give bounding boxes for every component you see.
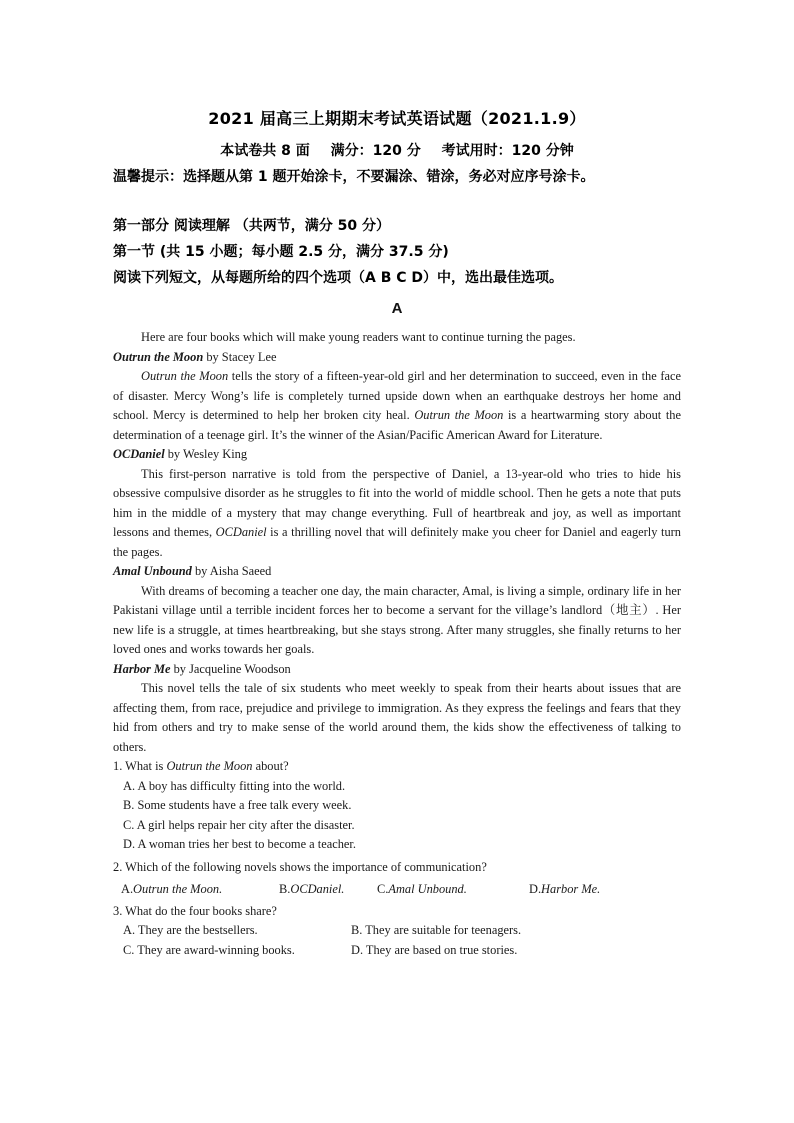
option-a[interactable]: A. A boy has difficulty fitting into the world.: [123, 778, 346, 793]
option-text: OCDaniel.: [290, 882, 345, 896]
warm-tip: 温馨提示：选择题从第 1 题开始涂卡，不要漏涂、错涂，务必对应序号涂卡。: [113, 169, 595, 185]
text-part: With dreams of becoming a teacher one day, the main character, Amal, is living a simple, ordinary life in her Pakistani village until a terrible incident forces her to become a servant for the village’s landlord（地主）. Her new life is a struggle, at times heartbreaking, but she stays strong. After many struggles, she finally returns to her loved ones and works towards her goals.: [113, 583, 681, 656]
option-label: C.: [377, 882, 389, 896]
option-d[interactable]: D. They are based on true stories.: [351, 942, 518, 957]
option-c[interactable]: [377, 880, 529, 900]
book-author: by Stacey Lee: [203, 349, 277, 364]
text-part: This first-person narrative is told from the perspective of Daniel, a 13-year-old who tries to hide his obsessive compulsive disorder as he struggles to fit into the world of middle school. Then he gets a note that puts him in the middle of a mystery that may change everything. Full of heartbreak and joy, as well as important lessons and themes,: [113, 466, 681, 539]
text-part: tells the story of a fifteen-year-old girl and her determination to succeed, even in the face of disaster. Mercy Wong’s life is completely turned upside down when an earthquake destroys her home and school. Mercy is determined to help her broken city heal.: [113, 369, 681, 422]
stem-text: about?: [252, 759, 289, 773]
text-part: This novel tells the tale of six students who meet weekly to speak from their hearts about issues that are affecting them, from race, prejudice and privilege to immigration. As they express the feelings and fears that they hid from others and try to make sense of the world around them, the kids show the effectiveness of talking to others.: [113, 681, 681, 754]
book-author: by Wesley King: [164, 447, 248, 461]
option-text: Harbor Me.: [541, 882, 601, 896]
book-description: [113, 582, 681, 660]
book-description: [113, 679, 681, 757]
option-b[interactable]: B. They are suitable for teenagers.: [351, 923, 522, 937]
option-d[interactable]: D. A woman tries her best to become a teacher.: [123, 837, 356, 851]
option-d[interactable]: [529, 880, 600, 900]
question-options: [113, 880, 681, 900]
option-row: [123, 921, 681, 941]
book-heading: [113, 562, 681, 582]
option-text: Outrun the Moon.: [133, 882, 223, 896]
option-b[interactable]: [279, 880, 377, 900]
exam-time: 考试用时：120 分钟: [441, 143, 574, 159]
book-heading: [113, 660, 681, 680]
option-label: A.: [121, 882, 134, 896]
book-title: OCDaniel: [113, 447, 165, 461]
exam-title: 2021 届高三上期期末考试英语试题（2021.1.9）: [208, 109, 586, 128]
book-heading: [113, 445, 681, 465]
stem-text: 1. What is: [113, 759, 167, 773]
question-options: [113, 921, 681, 960]
book-title: Outrun the Moon: [113, 349, 204, 364]
full-score: 满分：120 分: [330, 143, 421, 159]
book-description: [113, 367, 681, 445]
option-label: D.: [529, 882, 542, 896]
passage-body: [113, 328, 681, 960]
question-stem: [113, 757, 681, 777]
part-heading: 第一部分 阅读理解 （共两节，满分 50 分）: [113, 218, 390, 234]
option-a[interactable]: A. They are the bestsellers.: [123, 923, 258, 937]
option-a[interactable]: [121, 880, 279, 900]
page-count: 本试卷共 8 面: [220, 143, 310, 159]
book-title: Harbor Me: [113, 661, 171, 676]
instruction: 阅读下列短文，从每题所给的四个选项（A B C D）中，选出最佳选项。: [113, 270, 564, 286]
book-author: by Aisha Saeed: [191, 564, 272, 578]
passage-intro: Here are four books which will make young readers want to continue turning the pages.: [141, 330, 576, 344]
book-title: Amal Unbound: [113, 564, 192, 578]
text-part: Outrun the Moon: [141, 369, 229, 383]
stem-italic: Outrun the Moon: [166, 759, 253, 773]
exam-info: [0, 140, 794, 160]
option-c[interactable]: C. They are award-winning books.: [123, 942, 295, 957]
text-part: is a heartwarming story about the determination of a teenage girl. It’s the winner of the Asian/Pacific American Award for Literature.: [113, 408, 681, 442]
book-description: [113, 465, 681, 563]
text-part: OCDaniel: [215, 525, 267, 539]
text-part: is a thrilling novel that will definitely make you cheer for Daniel and eagerly turn the pages.: [113, 525, 681, 559]
passage-letter: A: [391, 300, 403, 317]
option-label: B.: [279, 882, 291, 896]
option-row: [123, 941, 681, 961]
text-part: Outrun the Moon: [414, 408, 504, 422]
option-b[interactable]: B. Some students have a free talk every week.: [123, 798, 352, 812]
question-stem: 3. What do the four books share?: [113, 903, 277, 918]
section-heading: 第一节 (共 15 小题；每小题 2.5 分，满分 37.5 分): [113, 244, 449, 260]
book-author: by Jacqueline Woodson: [170, 661, 291, 676]
question-stem: 2. Which of the following novels shows the importance of communication?: [113, 859, 487, 874]
question-options: [113, 777, 681, 855]
option-c[interactable]: C. A girl helps repair her city after the disaster.: [123, 817, 355, 832]
book-heading: [113, 348, 681, 368]
option-text: Amal Unbound.: [388, 882, 467, 896]
